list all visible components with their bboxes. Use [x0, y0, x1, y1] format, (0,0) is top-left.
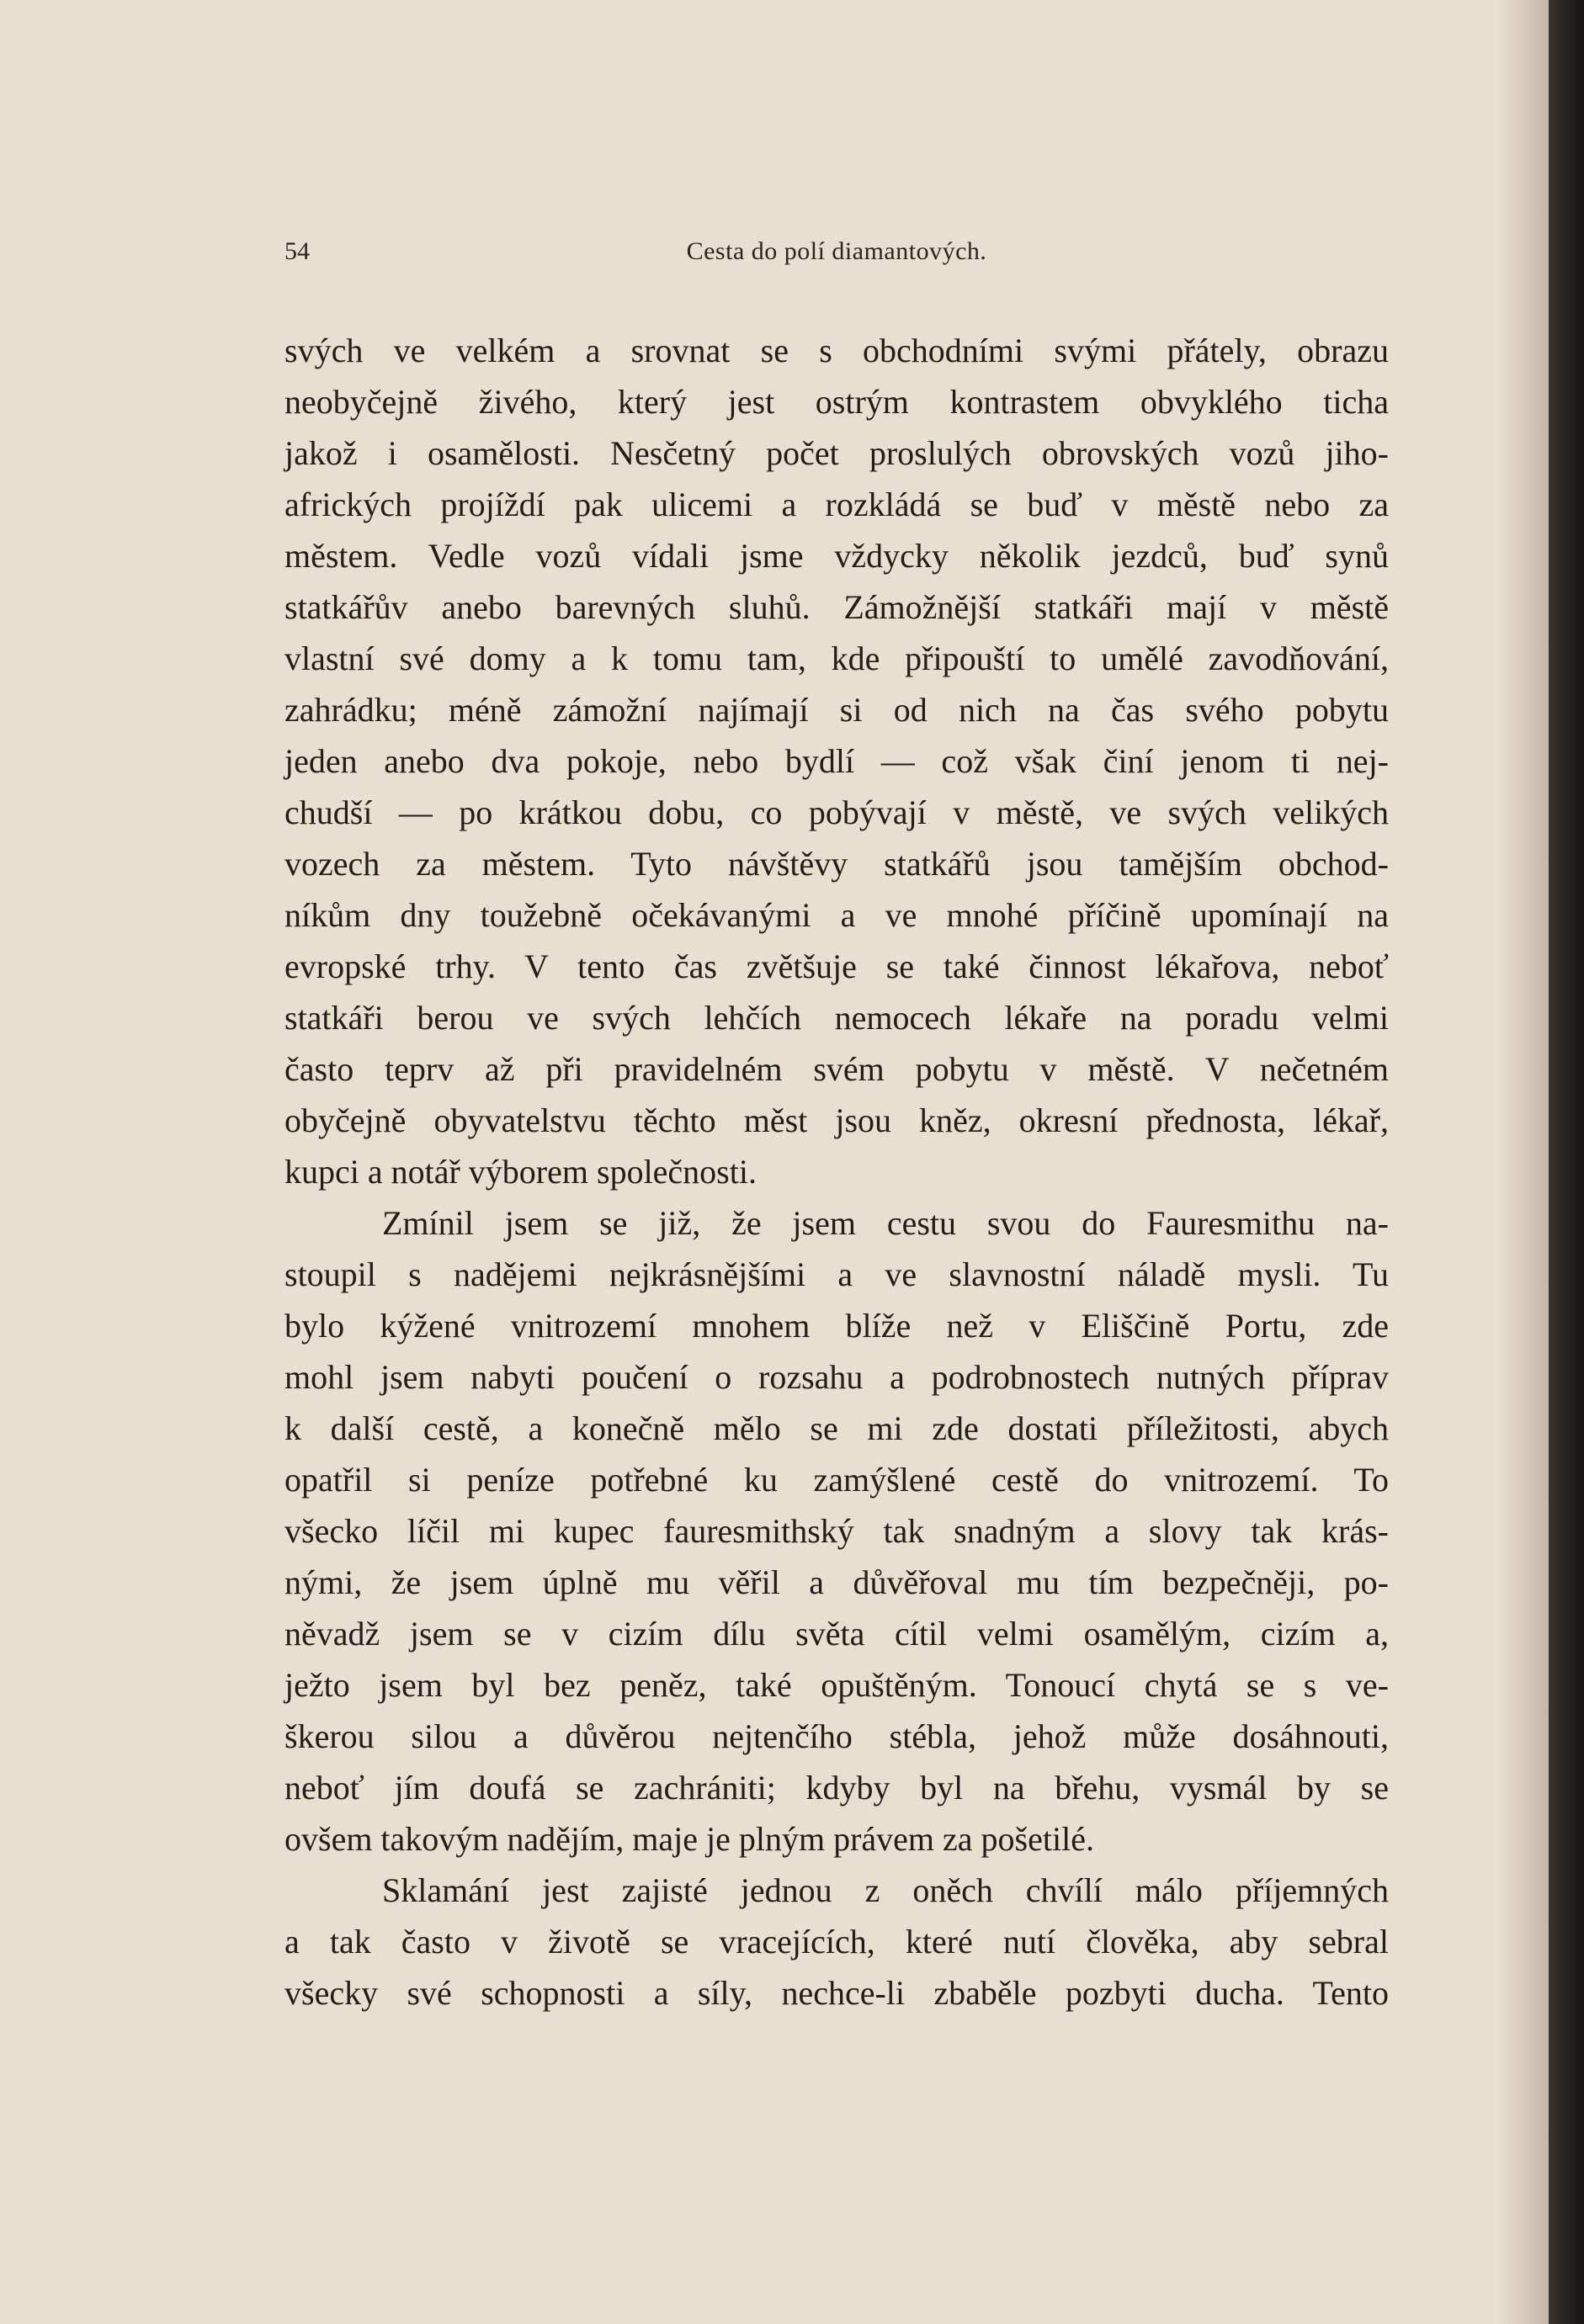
text-line: bylo kýžené vnitrozemí mnohem blíže než v Eliščině Portu, zde: [284, 1307, 1389, 1345]
text-line: jeden anebo dva pokoje, nebo bydlí — což však činí jenom ti nej-: [284, 742, 1389, 780]
text-line: zahrádku; méně zámožní najímají si od nich na čas svého pobytu: [284, 691, 1389, 729]
text-line: afrických projíždí pak ulicemi a rozkládá se buď v městě nebo za: [284, 485, 1389, 523]
page-header: [284, 237, 1389, 274]
text-line: ježto jsem byl bez peněz, také opuštěným. Tonoucí chytá se s ve-: [284, 1666, 1389, 1704]
text-line: Sklamání jest zajisté jednou z oněch chvílí málo příjemných: [382, 1871, 1389, 1909]
text-line: jakož i osamělosti. Nesčetný počet proslulých obrovských vozů jiho-: [284, 434, 1389, 472]
book-spine-edge: [1549, 0, 1584, 2324]
text-line: mohl jsem nabyti poučení o rozsahu a podrobnostech nutných příprav: [284, 1358, 1389, 1396]
text-line: statkářův anebo barevných sluhů. Zámožnější statkáři mají v městě: [284, 588, 1389, 626]
text-line: a tak často v životě se vracejících, které nutí člověka, aby sebral: [284, 1923, 1389, 1961]
text-line: všecky své schopnosti a síly, nechce-li zbaběle pozbyti ducha. Tento: [284, 1974, 1389, 2012]
text-line: chudší — po krátkou dobu, co pobývají v městě, ve svých velikých: [284, 793, 1389, 831]
text-line: škerou silou a důvěrou nejtenčího stébla, jehož může dosáhnouti,: [284, 1717, 1389, 1755]
text-line: opatřil si peníze potřebné ku zamýšlené cestě do vnitrozemí. To: [284, 1461, 1389, 1499]
text-line: kupci a notář výborem společnosti.: [284, 1153, 757, 1191]
text-line: obyčejně obyvatelstvu těchto měst jsou kněz, okresní přednosta, lékař,: [284, 1101, 1389, 1139]
text-line: evropské trhy. V tento čas zvětšuje se také činnost lékařova, neboť: [284, 947, 1389, 985]
running-title: Cesta do polí diamantových.: [686, 237, 987, 265]
text-line: městem. Vedle vozů vídali jsme vždycky několik jezdců, buď synů: [284, 537, 1389, 575]
text-line: statkáři berou ve svých lehčích nemocech lékaře na poradu velmi: [284, 999, 1389, 1037]
text-line: všecko líčil mi kupec fauresmithský tak snadným a slovy tak krás-: [284, 1512, 1389, 1550]
text-line: něvadž jsem se v cizím dílu světa cítil velmi osamělým, cizím a,: [284, 1615, 1389, 1653]
text-line: Zmínil jsem se již, že jsem cestu svou do Fauresmithu na-: [382, 1204, 1389, 1242]
text-line: k další cestě, a konečně mělo se mi zde dostati příležitosti, abych: [284, 1409, 1389, 1447]
text-line: svých ve velkém a srovnat se s obchodními svými přátely, obrazu: [284, 332, 1389, 369]
body-text: [284, 325, 1389, 2019]
text-line: níkům dny toužebně očekávanými a ve mnohé příčině upomínají na: [284, 896, 1389, 934]
text-line: vlastní své domy a k tomu tam, kde připouští to umělé zavodňování,: [284, 639, 1389, 677]
text-line: neobyčejně živého, který jest ostrým kontrastem obvyklého ticha: [284, 383, 1389, 421]
text-line: vozech za městem. Tyto návštěvy statkářů jsou tamějším obchod-: [284, 845, 1389, 883]
text-line: nými, že jsem úplně mu věřil a důvěřoval mu tím bezpečněji, po-: [284, 1563, 1389, 1601]
text-line: stoupil s nadějemi nejkrásnějšími a ve slavnostní náladě mysli. Tu: [284, 1255, 1389, 1293]
paragraph-3: [284, 1865, 1389, 2019]
paragraph-2: [284, 1197, 1389, 1865]
text-line: často teprv až při pravidelném svém pobytu v městě. V nečetném: [284, 1050, 1389, 1088]
page-number: 54: [284, 237, 310, 265]
text-line: ovšem takovým nadějím, maje je plným právem za pošetilé.: [284, 1820, 1094, 1858]
text-line: neboť jím doufá se zachrániti; kdyby byl na břehu, vysmál by se: [284, 1769, 1389, 1807]
paragraph-1: [284, 325, 1389, 1197]
page-edge-shadow: [1498, 0, 1549, 2324]
